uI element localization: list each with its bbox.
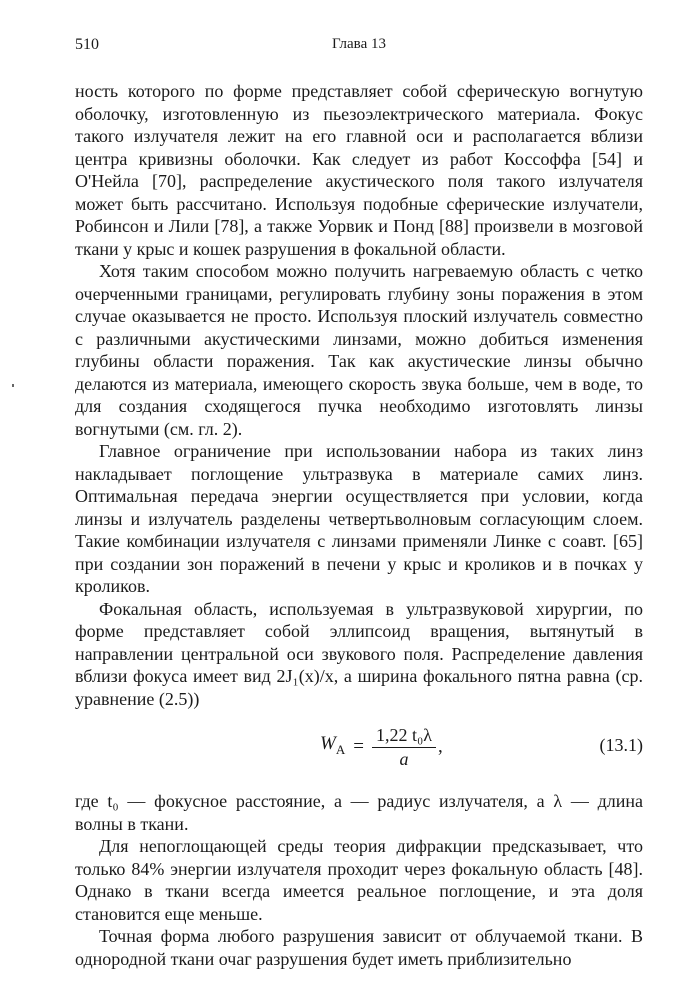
formula-lhs-subscript: A — [335, 741, 346, 757]
formula-trailing-comma: , — [437, 735, 443, 757]
equation-number: (13.1) — [599, 735, 643, 755]
page-number: 510 — [75, 36, 99, 53]
running-title: Глава 13 — [332, 36, 386, 52]
equation-13-1 — [75, 722, 643, 772]
formula-numerator: 1,22 t₀λ — [372, 725, 436, 748]
paragraph-6: Для непоглощающей среды теория дифракции предсказывает, что только 84% энергии излучателя проходит через фокальную область [48]. Однако в ткани всегда имеется реальное поглощение, и эта доля становится еще меньше. — [75, 836, 643, 924]
formula-denominator: a — [399, 749, 409, 769]
margin-mark — [12, 384, 14, 387]
paragraph-3: Главное ограничение при использовании набора из таких линз накладывает поглощение ультразвука в материале самих линз. Оптимальная передача энергии осуществляется при условии, когда линзы и излучатель разделены четвертьволновым согласующим слоем. Такие комбинации излучателя с линзами применяли Линке с соавт. [65] при создании зон поражений в печени у крыс и кроликов и в почках у кроликов. — [75, 441, 643, 596]
formula-fraction — [372, 725, 436, 769]
paragraph-2: Хотя таким способом можно получить нагреваемую область с четко очерченными границами, регулировать глубину зоны поражения в этом случае оказывается не просто. Используя плоский излучатель совместно с различными акустическими линзами, можно добиться изменения глубины области поражения. Так как акустические линзы обычно делаются из материала, имеющего скорость звука больше, чем в воде, то для создания сходящегося пучка необходимо изготовлять линзы вогнутыми (см. гл. 2). — [75, 261, 643, 439]
paragraph-1: ность которого по форме представляет собой сферическую вогнутую оболочку, изготовленную из пьезоэлектрического материала. Фокус такого излучателя лежит на его главной оси и располагается вблизи центра кривизны оболочки. Как следует из работ Коссоффа [54] и О'Нейла [70], распределение акустического поля такого излучателя может быть рассчитано. Используя подобные сферические излучатели, Робинсон и Лили [78], а также Уорвик и Понд [88] произвели в мозговой ткани у крыс и кошек разрушения в фокальной области. — [75, 81, 643, 259]
formula-lhs-symbol: W — [320, 732, 336, 754]
formula-expression — [320, 724, 443, 770]
body-text — [75, 80, 643, 970]
paragraph-5: где t₀ — фокусное расстояние, a — радиус излучателя, а λ — длина волны в ткани. — [75, 791, 643, 834]
paragraph-4: Фокальная область, используемая в ультразвуковой хирургии, по форме представляет собой эллипсоид вращения, вытянутый в направлении центральной оси звукового поля. Распределение давления вблизи фокуса имеет вид 2J₁(x)/x, а ширина фокального пятна равна (ср. уравнение (2.5)) — [75, 598, 643, 709]
formula-lhs — [320, 733, 345, 761]
paragraph-7: Точная форма любого разрушения зависит от облучаемой ткани. В однородной ткани очаг разрушения будет иметь приблизительно — [75, 926, 643, 969]
formula-equals: = — [353, 735, 364, 757]
page-header — [75, 36, 643, 58]
